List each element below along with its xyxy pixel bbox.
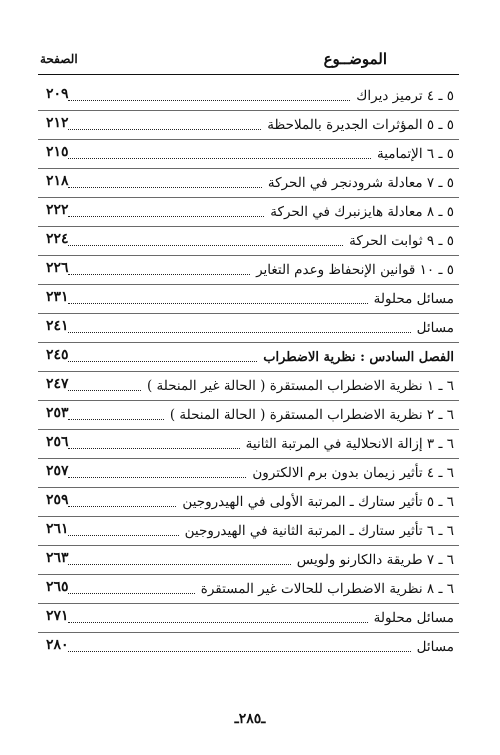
toc-entry-title: مسائل محلولة xyxy=(373,610,454,626)
toc-entry-title: ٦ ـ ٣ إزالة الانحلالية في المرتبة الثانية xyxy=(245,436,454,452)
dot-leader xyxy=(68,592,195,594)
toc-entry[interactable] xyxy=(38,575,459,604)
toc-entry-page: ٢١٥ xyxy=(46,144,69,160)
toc-entry[interactable] xyxy=(38,488,459,517)
toc-entry[interactable] xyxy=(38,285,459,314)
dot-leader xyxy=(68,99,350,101)
toc-entry[interactable] xyxy=(38,314,459,343)
dot-leader xyxy=(68,650,411,652)
toc-entry-page: ٢٥٩ xyxy=(46,492,69,508)
toc-entry-page: ٢٥٧ xyxy=(46,463,69,479)
toc-entry-page: ٢٦٣ xyxy=(46,550,69,566)
toc-entry[interactable] xyxy=(38,430,459,459)
dot-leader xyxy=(68,215,264,217)
dot-leader xyxy=(68,331,411,333)
dot-leader xyxy=(68,302,368,304)
toc-entry-page: ٢٢٢ xyxy=(46,202,69,218)
toc-entry-title: ٥ ـ ٩ ثوابت الحركة xyxy=(349,233,454,249)
toc-entry-title: ٥ ـ ٤ ترميز ديراك xyxy=(356,88,454,104)
toc-entry-title: ٥ ـ ٨ معادلة هايزنبرك في الحركة xyxy=(270,204,454,220)
toc-entry-page: ٢٤٧ xyxy=(46,376,69,392)
toc-entry[interactable] xyxy=(38,604,459,633)
toc-entry[interactable] xyxy=(38,459,459,488)
dot-leader xyxy=(68,418,164,420)
toc-entry[interactable] xyxy=(38,198,459,227)
toc-entry-page: ٢٨٠ xyxy=(46,637,69,653)
toc-entry-page: ٢٤١ xyxy=(46,318,69,334)
toc-entry-page: ٢٢٦ xyxy=(46,260,69,276)
toc-entry-title: ٦ ـ ٢ نظرية الاضطراب المستقرة ( الحالة المنحلة ) xyxy=(169,407,454,423)
dot-leader xyxy=(68,563,291,565)
toc-entry-title: الفصل السادس : نظرية الاضطراب xyxy=(263,349,454,365)
toc-entry[interactable] xyxy=(38,256,459,285)
toc-entry-title: ٥ ـ ١٠ قوانين الإنحفاظ وعدم التغاير xyxy=(256,262,454,278)
toc-entry[interactable] xyxy=(38,372,459,401)
dot-leader xyxy=(68,128,261,130)
dot-leader xyxy=(68,360,257,362)
toc-entry-page: ٢٦٥ xyxy=(46,579,69,595)
toc-entry[interactable] xyxy=(38,401,459,430)
toc-entry-title: ٥ ـ ٦ الإتمامية xyxy=(376,146,454,162)
page-number: ـ٢٨٥ـ xyxy=(234,711,266,727)
toc-entry-title: ٦ ـ ١ نظرية الاضطراب المستقرة ( الحالة غير المنحلة ) xyxy=(146,378,454,394)
dot-leader xyxy=(68,244,343,246)
toc-entry[interactable] xyxy=(38,82,459,111)
toc-entry[interactable] xyxy=(38,169,459,198)
toc-entry-title: ٦ ـ ٤ تأثير زيمان بدون برم الالكترون xyxy=(252,465,454,481)
dot-leader xyxy=(68,505,176,507)
subject-column-label: الموضــوع xyxy=(323,50,387,68)
dot-leader xyxy=(68,534,179,536)
dot-leader xyxy=(68,186,262,188)
toc-list xyxy=(38,82,459,661)
toc-entry-page: ٢٣١ xyxy=(46,289,69,305)
toc-entry-page: ٢٥٣ xyxy=(46,405,69,421)
toc-entry-title: ٥ ـ ٥ المؤثرات الجديرة بالملاحظة xyxy=(267,117,454,133)
toc-entry[interactable] xyxy=(38,546,459,575)
page-column-label: الصفحة xyxy=(40,52,78,66)
toc-entry-title: ٦ ـ ٦ تأثير ستارك ـ المرتبة الثانية في الهيدروجين xyxy=(184,523,454,539)
toc-entry-title: ٦ ـ ٨ نظرية الاضطراب للحالات غير المستقرة xyxy=(200,581,454,597)
toc-entry-page: ٢٠٩ xyxy=(46,86,69,102)
toc-entry-page: ٢٤٥ xyxy=(46,347,69,363)
toc-entry[interactable] xyxy=(38,343,459,372)
toc-entry-page: ٢١٨ xyxy=(46,173,69,189)
toc-entry-title: ٦ ـ ٧ طريقة دالكارنو ولويس xyxy=(296,552,454,568)
dot-leader xyxy=(68,157,371,159)
toc-entry[interactable] xyxy=(38,517,459,546)
toc-entry-page: ٢٥٦ xyxy=(46,434,69,450)
toc-entry-page: ٢٧١ xyxy=(46,608,69,624)
toc-entry[interactable] xyxy=(38,111,459,140)
dot-leader xyxy=(68,476,246,478)
dot-leader xyxy=(68,389,141,391)
toc-entry[interactable] xyxy=(38,633,459,661)
toc-entry-page: ٢٦١ xyxy=(46,521,69,537)
toc-entry-title: مسائل محلولة xyxy=(373,291,454,307)
toc-entry-page: ٢٢٤ xyxy=(46,231,69,247)
toc-entry-title: ٥ ـ ٧ معادلة شرودنجر في الحركة xyxy=(267,175,454,191)
toc-entry[interactable] xyxy=(38,227,459,256)
toc-entry-title: مسائل xyxy=(416,320,454,336)
toc-entry-title: ٦ ـ ٥ تأثير ستارك ـ المرتبة الأولى في الهيدروجين xyxy=(182,494,454,510)
toc-header xyxy=(38,48,459,75)
dot-leader xyxy=(68,273,250,275)
dot-leader xyxy=(68,621,368,623)
toc-entry[interactable] xyxy=(38,140,459,169)
toc-entry-title: مسائل xyxy=(416,639,454,655)
dot-leader xyxy=(68,447,240,449)
toc-entry-page: ٢١٢ xyxy=(46,115,69,131)
